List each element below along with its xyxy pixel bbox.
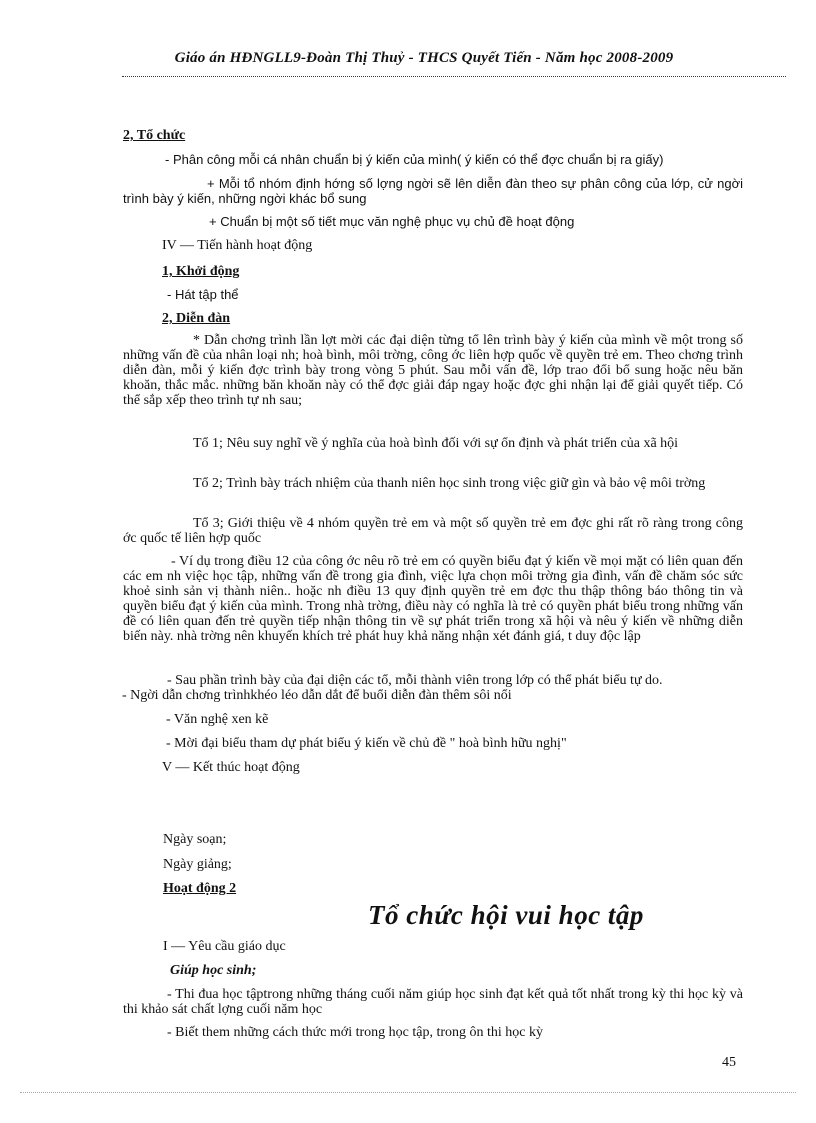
heading-dien-dan: 2, Diễn đàn: [162, 311, 231, 326]
section-v: V — Kết thúc hoạt động: [162, 760, 300, 775]
dien-dan-paragraph-3b: - Ngời dẫn chơng trìnhkhéo léo dẫn dắt để buổi diễn đàn thêm sôi nổi: [122, 688, 512, 703]
page-header: Giáo án HĐNGLL9-Đoàn Thị Thuỷ - THCS Quyết Tiến - Năm học 2008-2009: [174, 50, 674, 66]
footer-divider: [20, 1092, 796, 1093]
heading-to-chuc: 2, Tổ chức: [123, 128, 186, 143]
giup-item-2: - Biết them những cách thức mới trong học tập, trong ôn thi học kỳ: [167, 1025, 544, 1040]
to-chuc-line-3: + Chuẩn bị một số tiết mục văn nghệ phục vụ chủ đề hoạt động: [209, 214, 575, 229]
ngay-giang: Ngày giảng;: [163, 857, 232, 872]
dien-dan-paragraph-1: * Dẫn chơng trình lần lợt mời các đại diện từng tổ lên trình bày ý kiến của mình về một trong số những vấn đề của nhân loại nh; hoà bình, môi trờng, công ớc liên hợp quốc về quyền trẻ em. Theo chơng trình diễn đàn, mỗi ý kiến đợc trình bày trong vòng 5 phút. Sau mỗi vấn đề, lớp trao đổi bổ sung hoặc nêu băn khoăn, thắc mắc. những băn khoăn này có thể đợc giải đáp ngay hoặc đợc ghi nhận lại để giải quyết tiếp. Có thể sắp xếp theo trình tự nh sau;: [123, 333, 743, 408]
heading-khoi-dong: 1, Khởi động: [162, 264, 240, 279]
header-divider: [122, 76, 786, 77]
page-number: 45: [722, 1055, 736, 1070]
section-iv: IV — Tiến hành hoạt động: [162, 238, 313, 253]
hoat-dong-2-heading: Hoạt động 2: [163, 881, 237, 896]
to-chuc-line-1: - Phân công mỗi cá nhân chuẩn bị ý kiến của mình( ý kiến có thể đợc chuẩn bị ra giấy): [165, 152, 664, 167]
to-chuc-line-2: + Mỗi tổ nhóm định hớng số lợng ngời sẽ lên diễn đàn theo sự phân công của lớp, cử ngời trình bày ý kiến, những ngời khác bổ sung: [123, 176, 743, 206]
activity-title: Tổ chức hội vui học tập: [368, 900, 644, 930]
ngay-soan: Ngày soạn;: [163, 832, 227, 847]
van-nghe-line: - Văn nghệ xen kẽ: [166, 712, 269, 727]
dien-dan-paragraph-3a: - Sau phần trình bày của đại diện các tổ, mỗi thành viên trong lớp có thể phát biểu tự do.: [167, 673, 663, 688]
to-3-item: Tổ 3; Giới thiệu về 4 nhóm quyền trẻ em và một số quyền trẻ em đợc ghi rất rõ ràng trong công ớc quốc tế liên hợp quốc: [123, 516, 743, 546]
khoi-dong-line-1: - Hát tập thể: [167, 287, 239, 302]
giup-hoc-sinh-heading: Giúp học sinh;: [170, 963, 257, 978]
giup-item-1: - Thi đua học tậptrong những tháng cuối năm giúp học sinh đạt kết quả tốt nhất trong kỳ thi học kỳ và thi khảo sát chất lợng cuối năm học: [123, 987, 743, 1017]
moi-dai-bieu-line: - Mời đại biểu tham dự phát biểu ý kiến về chủ đề " hoà bình hữu nghị": [166, 736, 567, 751]
dien-dan-paragraph-2: - Ví dụ trong điều 12 của công ớc nêu rõ trẻ em có quyền biểu đạt ý kiến về mọi mặt có liên quan đến các em nh việc học tập, những vấn đề trong gia đình, việc lựa chọn môi trờng gia đình, vấn đề chăm sóc sức khoẻ sinh sản vị thành niên.. hoặc nh điều 13 quy định quyền trẻ em đợc thu thập thông báo thông tin và quyền biểu đạt ý kiến của mình. Trong nhà trờng, điều này có nghĩa là trẻ có quyền phát biểu trong những vấn đề có liên quan đến trẻ quyền tiếp nhận thông tin về sự phát triển trong xã hội và nêu ý kiến về những diễn biến này. nhà trờng nên khuyến khích trẻ phát huy khả năng nhận xét đánh giá, t duy độc lập: [123, 554, 743, 644]
to-2-item: Tổ 2; Trình bày trách nhiệm của thanh niên học sinh trong việc giữ gìn và bảo vệ môi trờng: [193, 476, 706, 491]
section-i-yeu-cau: I — Yêu cầu giáo dục: [163, 939, 286, 954]
to-1-item: Tổ 1; Nêu suy nghĩ về ý nghĩa của hoà bình đối với sự ổn định và phát triển của xã hội: [193, 436, 679, 451]
